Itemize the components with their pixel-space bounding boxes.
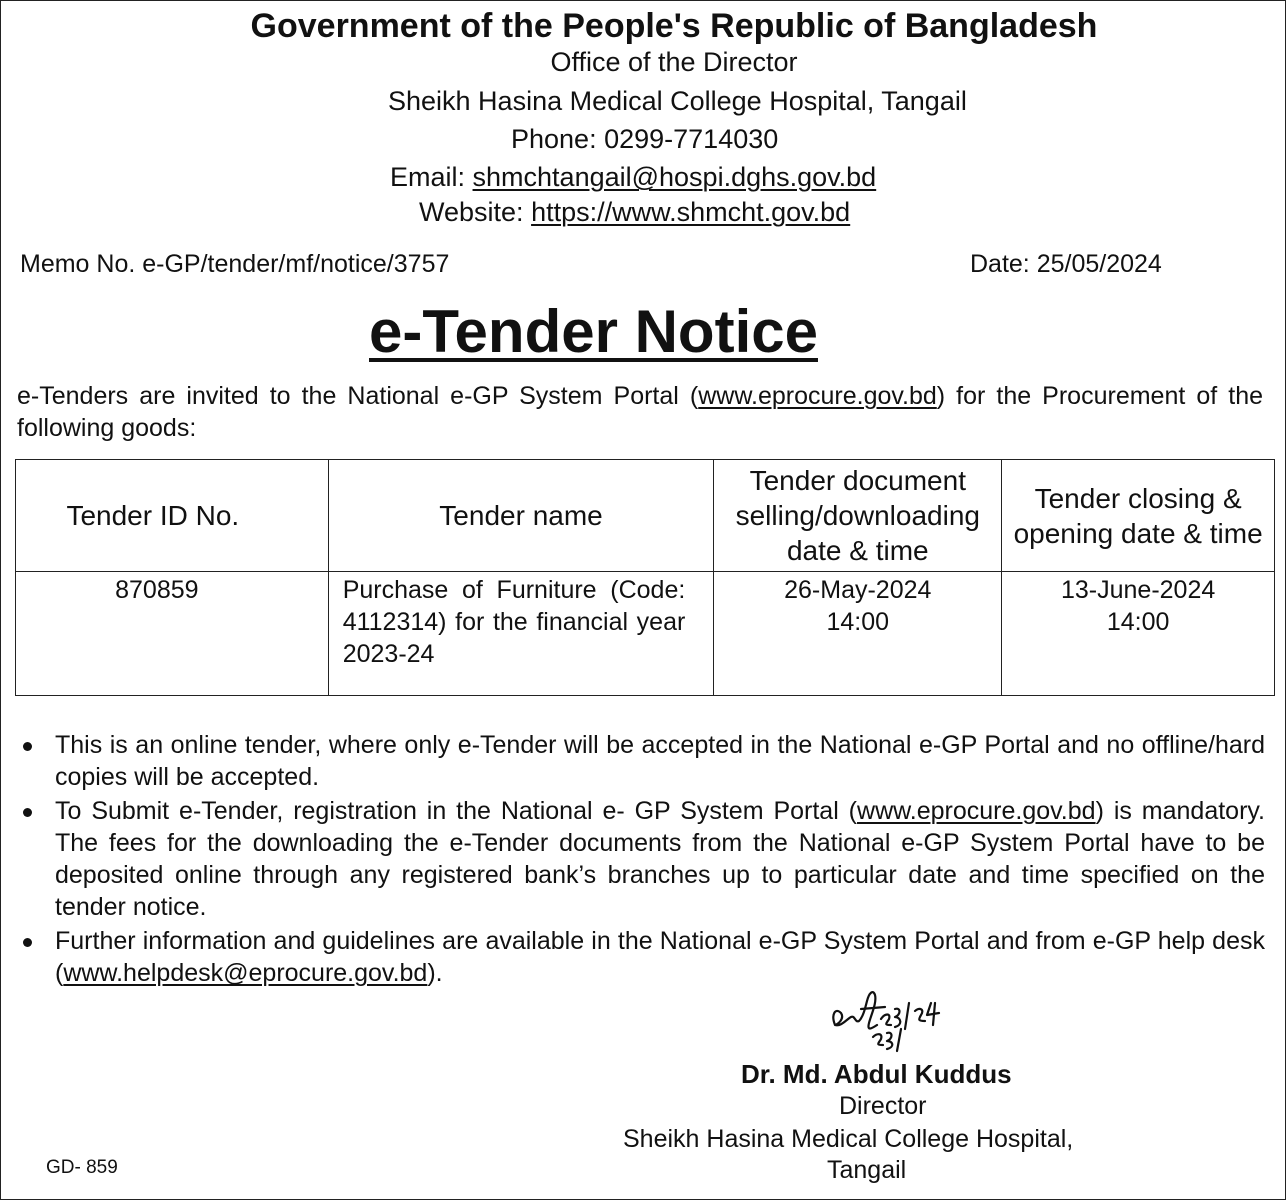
bullet-text-after: ) is mandatory. The fees for the downloading the e-Tender documents from the National e-GP System Portal have to be deposited online through any registered bank’s branches up to particular date and time specified on the tender notice. [55,797,1265,921]
closing-time: 14:00 [1106,608,1170,636]
eprocure-link[interactable]: www.eprocure.gov.bd [698,382,937,410]
phone-number: 0299-7714030 [604,124,779,154]
phone-line [511,124,778,155]
table-row [16,572,1275,696]
bullet-text-before: To Submit e-Tender, registration in the National e- GP System Portal ( [55,797,858,825]
tender-name-cell: Purchase of Furniture (Code: 4112314) for the financial year 2023-24 [328,572,714,696]
tender-id-cell: 870859 [16,572,329,696]
office-line: Office of the Director [550,47,798,77]
website-label: Website: [419,197,524,227]
bullet-dot-icon [23,742,32,751]
header-tender-name: Tender name [328,460,714,572]
selling-time: 14:00 [826,608,890,636]
website-line [419,197,850,228]
handwritten-signature [821,979,961,1059]
helpdesk-link[interactable]: www.helpdesk@eprocure.gov.bd [63,959,428,987]
list-item [17,729,1265,793]
selling-date: 26-May-2024 [784,576,932,604]
eprocure-link-2[interactable]: www.eprocure.gov.bd [857,797,1096,825]
header-selling-date: Tender document selling/downloading date & time [714,460,1002,572]
bullet-text: This is an online tender, where only e-Tender will be accepted in the National e-GP Portal and no offline/hard copies will be accepted. [55,731,1265,791]
list-item [17,925,1265,989]
selling-date-cell [714,572,1002,696]
bullet-text-before: Further information and guidelines are available in the National e-GP System Portal and from e-GP help desk ( [55,927,1265,987]
closing-date: 13-June-2024 [1060,576,1216,604]
footer-code: GD- 859 [46,1157,118,1178]
list-item [17,795,1265,923]
intro-text-before: e-Tenders are invited to the National e-GP System Portal ( [17,382,699,410]
email-link[interactable]: shmchtangail@hospi.dghs.gov.bd [472,162,877,192]
header-tender-id: Tender ID No. [16,460,329,572]
instructions-list [17,729,1265,991]
tender-table [15,459,1275,696]
intro-text-after: ) for the Procurement of the following goods: [17,382,1263,442]
website-link[interactable]: https://www.shmcht.gov.bd [531,197,851,227]
table-header-row [16,460,1275,572]
signatory-city: Tangail [827,1156,907,1184]
bullet-dot-icon [23,808,32,817]
phone-label: Phone: [511,124,597,154]
memo-date: Date: 25/05/2024 [970,250,1162,278]
signatory-designation: Director [839,1092,927,1120]
signatory-name: Dr. Md. Abdul Kuddus [741,1059,1012,1089]
page-title: e-Tender Notice [369,298,818,365]
bullet-text-after: ). [427,959,443,987]
institution-line: Sheikh Hasina Medical College Hospital, Tangail [388,86,967,116]
intro-paragraph [17,380,1263,444]
memo-number: Memo No. e-GP/tender/mf/notice/3757 [20,250,450,278]
government-heading: Government of the People's Republic of Bangladesh [250,7,1098,45]
closing-date-cell [1002,572,1275,696]
email-line [390,162,876,193]
signatory-organization: Sheikh Hasina Medical College Hospital, [623,1125,1074,1153]
bullet-dot-icon [23,938,32,947]
email-label: Email: [390,162,466,192]
header-closing-date: Tender closing & opening date & time [1002,460,1275,572]
